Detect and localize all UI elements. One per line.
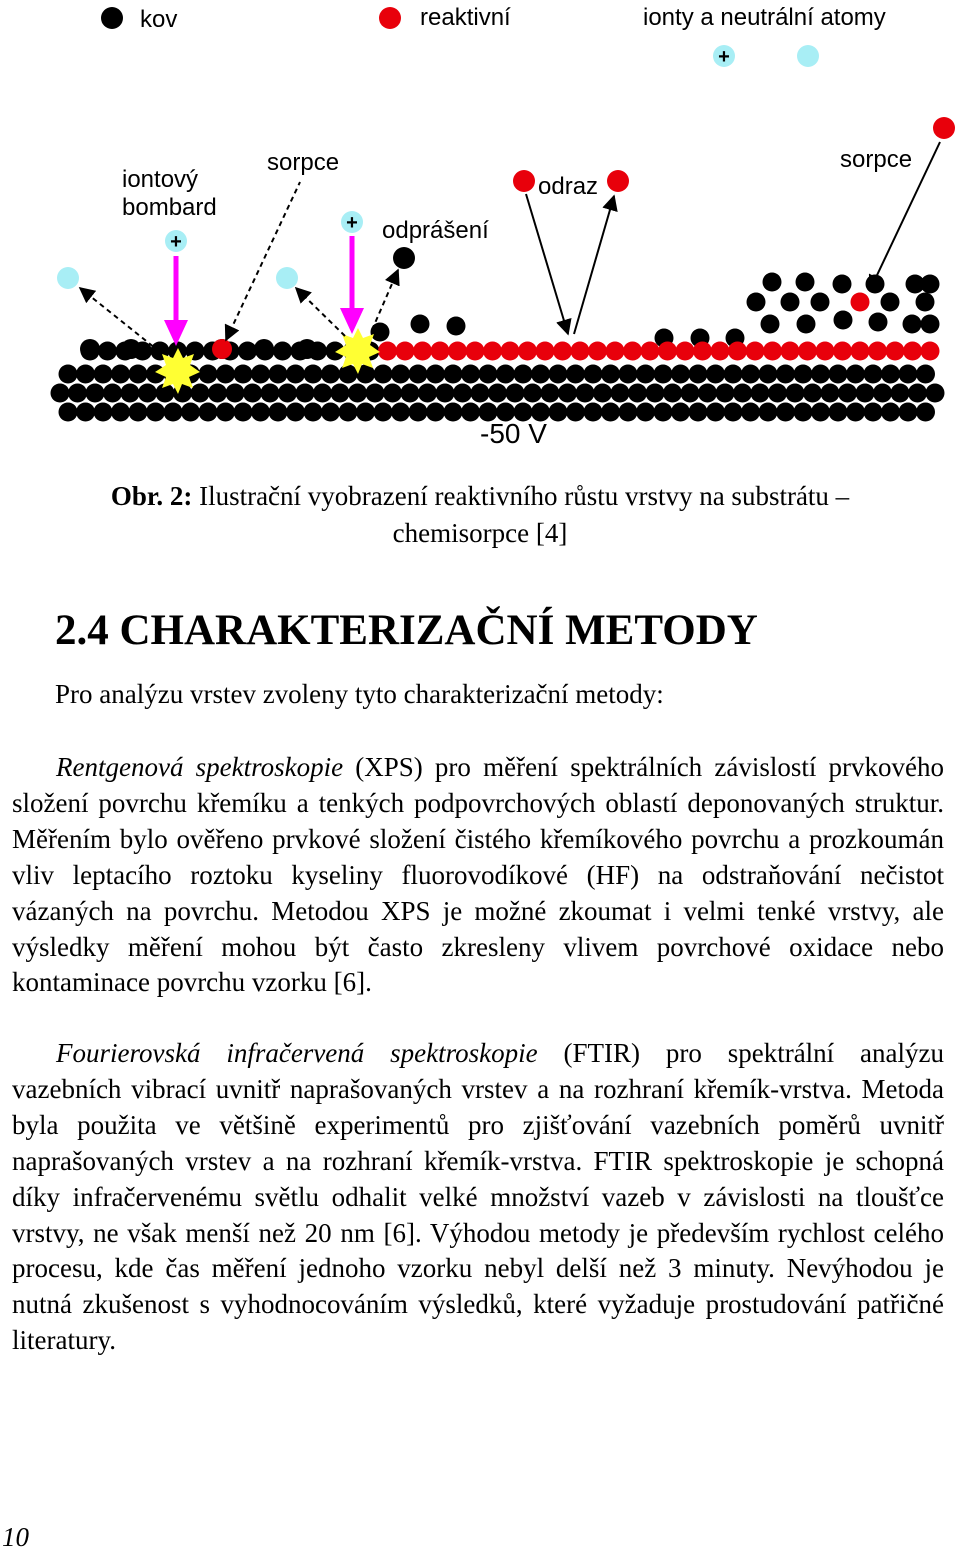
substrate-atom [829, 365, 848, 384]
substrate-atom [426, 365, 445, 384]
substrate-atom [899, 403, 918, 422]
substrate-atom [716, 384, 735, 403]
substrate-atom [216, 403, 235, 422]
substrate-atom [654, 365, 673, 384]
substrate-atom [838, 384, 857, 403]
layer-reactive-atom [658, 342, 677, 361]
layer-metal-atom [411, 315, 430, 334]
ion-bombard-arrow-left [164, 230, 188, 346]
substrate-atom [558, 384, 577, 403]
layer-reactive-atom [711, 342, 730, 361]
substrate-atom [689, 403, 708, 422]
substrate-atom [471, 384, 490, 403]
substrate-atom [111, 365, 130, 384]
layer-reactive-atom [378, 342, 397, 361]
substrate-atom [891, 384, 910, 403]
layer-reactive-atom [571, 342, 590, 361]
substrate-atom [453, 384, 472, 403]
layer-metal-atom [881, 293, 900, 312]
substrate-atom [409, 365, 428, 384]
substrate-atom [671, 365, 690, 384]
substrate-atom [121, 384, 140, 403]
layer-reactive-atom [693, 342, 712, 361]
substrate-atom [619, 365, 638, 384]
substrate-atom [269, 365, 288, 384]
layer-metal-atom [763, 273, 782, 292]
substrate-atom [636, 403, 655, 422]
substrate-atom [348, 384, 367, 403]
layer-reactive-atom [763, 342, 782, 361]
layer-metal-atom [761, 315, 780, 334]
substrate-atom [724, 365, 743, 384]
substrate-atom [908, 384, 927, 403]
substrate-atom [296, 384, 315, 403]
substrate-atom [741, 365, 760, 384]
reactive-growth-figure [0, 0, 960, 460]
layer-reactive-atom [886, 342, 905, 361]
substrate-atom [426, 403, 445, 422]
ion-bombard-arrow-right [340, 211, 364, 334]
substrate-atom [706, 403, 725, 422]
layer-metal-atom [916, 293, 935, 312]
substrate-atom [191, 384, 210, 403]
legend-ions-label: ionty a neutrální atomy [643, 4, 886, 31]
substrate-atom [916, 365, 935, 384]
sputtering-label: odprášení [382, 217, 489, 244]
substrate-atom [374, 403, 393, 422]
substrate-atom [51, 384, 70, 403]
substrate-atom [436, 384, 455, 403]
substrate-atom [479, 365, 498, 384]
sorption-left-arrow [226, 182, 300, 340]
paragraph-xps-term: Rentgenová spektroskopie [56, 752, 344, 782]
svg-text:+: + [718, 46, 730, 68]
substrate-atom [313, 384, 332, 403]
substrate-atom [444, 403, 463, 422]
ion-bombard-label-line2: bombard [122, 194, 217, 221]
substrate-atom [506, 384, 525, 403]
substrate-atom [94, 365, 113, 384]
substrate-atom [768, 384, 787, 403]
substrate-atom [698, 384, 717, 403]
legend-metal-label: kov [140, 6, 178, 33]
layer-reactive-atom [483, 342, 502, 361]
substrate-atom [251, 365, 270, 384]
layer-reactive-atom [623, 342, 642, 361]
layer-reactive-atom [413, 342, 432, 361]
substrate-atom [864, 403, 883, 422]
substrate-atom [881, 365, 900, 384]
substrate-atom [514, 365, 533, 384]
substrate-atom [59, 365, 78, 384]
substrate-atom [601, 403, 620, 422]
substrate-atom [216, 365, 235, 384]
substrate-atom [576, 384, 595, 403]
sputtered-atom [393, 247, 415, 269]
substrate-atom [146, 403, 165, 422]
substrate-atom [409, 403, 428, 422]
substrate-atom [776, 365, 795, 384]
legend-reactive-marker [379, 7, 401, 29]
layer-reactive-atom [396, 342, 415, 361]
substrate-atom [916, 403, 935, 422]
layer-reactive-atom [518, 342, 537, 361]
substrate-atom [681, 384, 700, 403]
layer-metal-atom [833, 275, 852, 294]
substrate-atom [724, 403, 743, 422]
figure-legend [101, 4, 886, 68]
substrate-atom [689, 365, 708, 384]
substrate-atom [584, 365, 603, 384]
substrate-atom [541, 384, 560, 403]
substrate-atom [461, 365, 480, 384]
substrate-atom [881, 403, 900, 422]
substrate-atom [566, 365, 585, 384]
paragraph-xps-text: (XPS) pro měření spektrálních závislostí prvkového složení povrchu křemíku a tenkých podpovrchových oblastí deponovaných struktur. Měřením bylo ověřeno prvkové složení čistého křemíkového povrchu a prozkoumán vliv leptacího roztoku kyseliny fluorovodíkové (HF) na odstraňování nečistot vázaných na povrchu. Metodou XPS je možné zkoumat i velmi tenké vrstvy, ale výsledky měření mohou být často zkresleny vlivem povrchové oxidace nebo kontaminace povrchu vzorku [6]. [12, 752, 944, 998]
legend-reactive-label: reaktivní [420, 4, 511, 31]
substrate-atom [846, 403, 865, 422]
substrate-atom [794, 365, 813, 384]
substrate-atom [401, 384, 420, 403]
svg-text:+: + [170, 231, 182, 253]
layer-metal-atom [747, 293, 766, 312]
substrate-atom [566, 403, 585, 422]
substrate-atom [646, 384, 665, 403]
substrate-atom [278, 384, 297, 403]
substrate-atom [864, 365, 883, 384]
layer-metal-atom [796, 273, 815, 292]
layer-metal-atom [903, 315, 922, 334]
substrate-atom [776, 403, 795, 422]
surface-metal-atom [254, 339, 274, 359]
substrate-atom [759, 403, 778, 422]
substrate-atom [794, 403, 813, 422]
substrate-atom [873, 384, 892, 403]
layer-reactive-atom [606, 342, 625, 361]
layer-reactive-atom [212, 339, 232, 359]
reflected-neutral-atom [276, 267, 298, 289]
reflection-outgoing-atom [607, 170, 629, 192]
substrate-atom [374, 365, 393, 384]
layer-reactive-atom [431, 342, 450, 361]
substrate-atom [759, 365, 778, 384]
substrate-atom [366, 384, 385, 403]
layer-reactive-atom [851, 342, 870, 361]
layer-metal-atom [811, 293, 830, 312]
substrate-atom [496, 365, 515, 384]
substrate-atom [339, 403, 358, 422]
substrate-atom [208, 384, 227, 403]
substrate-atom [86, 384, 105, 403]
layer-reactive-atom [921, 342, 940, 361]
legend-metal-marker [101, 7, 123, 29]
substrate-atom [611, 384, 630, 403]
substrate-atom [383, 384, 402, 403]
substrate-atom [321, 365, 340, 384]
figure-caption-text: Ilustrační vyobrazení reaktivního růstu vrstvy na substrátu – chemisorpce [4] [192, 481, 850, 548]
surface-metal-atom [273, 342, 292, 361]
layer-reactive-atom [676, 342, 695, 361]
layer-metal-atom [797, 315, 816, 334]
substrate-atom [356, 403, 375, 422]
substrate-atom [234, 403, 253, 422]
substrate-atom [593, 384, 612, 403]
surface-metal-atom [98, 342, 117, 361]
substrate-atom [304, 365, 323, 384]
substrate-atom [444, 365, 463, 384]
sorption-right-atom [933, 117, 955, 139]
substrate-atom [654, 403, 673, 422]
reflected-neutral-arrow [296, 288, 345, 336]
substrate-atom [856, 384, 875, 403]
layer-metal-atom [447, 317, 466, 336]
layer-reactive-atom [816, 342, 835, 361]
substrate-atom [94, 403, 113, 422]
substrate-atom [103, 384, 122, 403]
substrate-atom [523, 384, 542, 403]
substrate-atom [199, 365, 218, 384]
layer-reactive-atom [746, 342, 765, 361]
surface-metal-atom [121, 339, 141, 359]
svg-text:+: + [346, 212, 358, 234]
intro-text: Pro analýzu vrstev zvoleny tyto charakterizační metody: [55, 679, 664, 709]
substrate-atom [619, 403, 638, 422]
paragraph-ftir-text: (FTIR) pro spektrální analýzu vazebních vibrací uvnitř naprašovaných vrstev a na rozhraní křemík-vrstva. Metoda byla použita ve většině experimentů pro zjišťování vazebních poměrů uvnitř naprašovaných vrstev a na rozhraní křemík-vrstva. FTIR spektroskopie je schopná díky infračervenému světlu odhalit velké množství vazeb v závislosti na tloušťce vrstvy, ne však menší než 20 nm [6]. Výhodou metody je především rychlost celého procesu, kde čas měření jednoho vzorku nebyl delší než 3 minuty. Nevýhodou je nutná zkušenost s vyhodnocováním výsledků, které vyžaduje prostudování patřičné literatury. [12, 1038, 944, 1356]
substrate-atom [811, 365, 830, 384]
layer-reactive-atom [833, 342, 852, 361]
substrate-atom [261, 384, 280, 403]
layer-reactive-atom [448, 342, 467, 361]
sorption-left-label: sorpce [267, 149, 340, 176]
substrate-atom [164, 403, 183, 422]
substrate-atom [199, 403, 218, 422]
substrate-atom [549, 365, 568, 384]
layer-metal-atom [869, 313, 888, 332]
layer-reactive-atom [868, 342, 887, 361]
substrate-atom [286, 403, 305, 422]
sorption-right-label: sorpce [840, 146, 913, 173]
reflection-incoming-arrow [526, 194, 568, 334]
layer-reactive-atom [728, 342, 747, 361]
substrate-atom [391, 365, 410, 384]
substrate-atom [531, 365, 550, 384]
surface-metal-atom [238, 342, 257, 361]
substrate-atom [138, 384, 157, 403]
layer-reactive-atom [798, 342, 817, 361]
section-heading: 2.4 CHARAKTERIZAČNÍ METODY [55, 607, 758, 654]
substrate-atom [636, 365, 655, 384]
substrate-atom [129, 365, 148, 384]
substrate-atom [226, 384, 245, 403]
surface-metal-atom [80, 339, 100, 359]
substrate-atom [76, 365, 95, 384]
substrate-atom [68, 384, 87, 403]
substrate-atom [811, 403, 830, 422]
layer-metal-atom [781, 293, 800, 312]
sputtered-atom-arrow [372, 270, 398, 330]
layer-reactive-atom [641, 342, 660, 361]
paragraph-ftir-term: Fourierovská infračervená spektroskopie [56, 1038, 538, 1068]
layer-reactive-atom [903, 342, 922, 361]
substrate-atom [663, 384, 682, 403]
substrate-atom [111, 403, 130, 422]
legend-positive-ion-marker [713, 45, 735, 68]
substrate-atom [671, 403, 690, 422]
substrate-atom [339, 365, 358, 384]
layer-reactive-atom [553, 342, 572, 361]
substrate-atom [584, 403, 603, 422]
layer-metal-atom [921, 315, 940, 334]
substrate-atom [321, 403, 340, 422]
reflection-outgoing-arrow [574, 196, 614, 334]
substrate-atom [488, 384, 507, 403]
substrate-atom [129, 403, 148, 422]
paragraph-ftir [12, 1036, 944, 1359]
substrate-atom [251, 403, 270, 422]
substrate-atom [751, 384, 770, 403]
substrate-atom [331, 384, 350, 403]
substrate-atom [243, 384, 262, 403]
figure-caption-label: Obr. 2: [110, 481, 193, 511]
layer-reactive-atom [536, 342, 555, 361]
voltage-label: -50 V [480, 418, 547, 449]
substrate-atom [741, 403, 760, 422]
substrate-atom [234, 365, 253, 384]
layer-metal-atom [834, 311, 853, 330]
surface-metal-atom [297, 339, 317, 359]
ejected-atom [57, 267, 79, 289]
substrate-atom [181, 403, 200, 422]
substrate-atom [76, 403, 95, 422]
page-number: 10 [2, 1522, 29, 1552]
substrate-atom [899, 365, 918, 384]
substrate-atom [803, 384, 822, 403]
substrate-atom [59, 403, 78, 422]
substrate-atom [418, 384, 437, 403]
substrate-atom [786, 384, 805, 403]
layer-reactive-atom [466, 342, 485, 361]
layer-reactive-atom [588, 342, 607, 361]
substrate-atom [926, 384, 945, 403]
substrate-atom [461, 403, 480, 422]
substrate-atom [304, 403, 323, 422]
reflection-label: odraz [538, 173, 599, 200]
paragraph-xps [12, 750, 944, 1001]
substrate-atom [846, 365, 865, 384]
figure-caption [40, 478, 920, 552]
reflection-incoming-atom [513, 170, 535, 192]
layer-reactive-atom [851, 293, 870, 312]
substrate-atom [269, 403, 288, 422]
substrate-atom [829, 403, 848, 422]
substrate-atom [391, 403, 410, 422]
substrate-atom [549, 403, 568, 422]
substrate-atom [733, 384, 752, 403]
legend-neutral-atom-marker [797, 45, 819, 67]
substrate-atom [601, 365, 620, 384]
substrate-atom [628, 384, 647, 403]
substrate-atom [821, 384, 840, 403]
substrate-atom [706, 365, 725, 384]
substrate-atom [286, 365, 305, 384]
ion-bombard-label-line1: iontový [122, 166, 199, 193]
layer-reactive-atom [781, 342, 800, 361]
layer-metal-atom [921, 275, 940, 294]
layer-reactive-atom [501, 342, 520, 361]
